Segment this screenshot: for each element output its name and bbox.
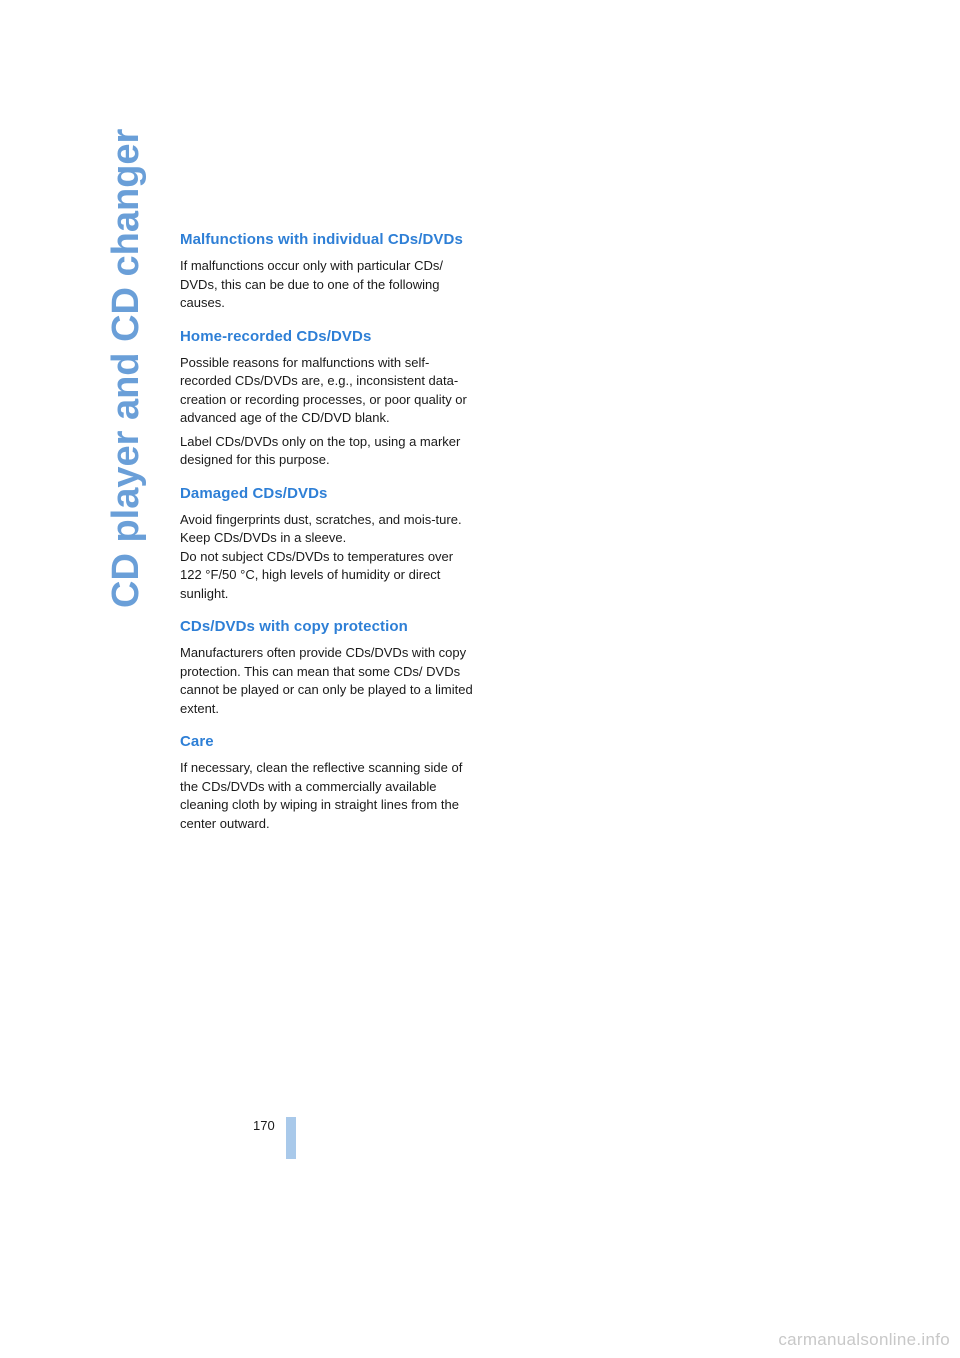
paragraph: Avoid fingerprints dust, scratches, and mois-ture. bbox=[180, 511, 462, 527]
chapter-side-title: CD player and CD changer bbox=[105, 128, 147, 608]
paragraph: Possible reasons for malfunctions with self-recorded CDs/DVDs are, e.g., inconsistent data-creation or recording processes, or poor quality or advanced age of the CD/DVD blank. bbox=[180, 354, 467, 425]
paragraph: If malfunctions occur only with particular CDs/ DVDs, this can be due to one of the following causes. bbox=[180, 258, 443, 310]
paragraph: Keep CDs/DVDs in a sleeve. bbox=[180, 530, 347, 545]
section-heading: Damaged CDs/DVDs bbox=[180, 484, 328, 502]
section-copy-protection bbox=[180, 617, 476, 718]
section-damaged bbox=[180, 484, 476, 604]
section-heading: Care bbox=[180, 733, 214, 750]
section-heading: CDs/DVDs with copy protection bbox=[180, 618, 408, 635]
section-heading: Home-recorded CDs/DVDs bbox=[180, 327, 372, 345]
section-malfunctions bbox=[180, 230, 476, 313]
page-number: 170 bbox=[253, 1118, 275, 1133]
watermark: carmanualsonline.info bbox=[778, 1330, 950, 1349]
paragraph: Label CDs/DVDs only on the top, using a marker designed for this purpose. bbox=[180, 433, 461, 467]
section-home-recorded bbox=[180, 327, 476, 470]
section-care bbox=[180, 732, 476, 833]
paragraph: Do not subject CDs/DVDs to temperatures over 122 °F/50 °C, high levels of humidity or direct sunlight. bbox=[180, 548, 454, 601]
section-heading: Malfunctions with individual CDs/DVDs bbox=[180, 231, 463, 248]
page-marker-bar bbox=[286, 1117, 296, 1159]
paragraph: Manufacturers often provide CDs/DVDs with copy protection. This can mean that some CDs/ DVDs cannot be played or can only be played to a limited extent. bbox=[180, 645, 473, 716]
main-content bbox=[180, 230, 476, 838]
paragraph: If necessary, clean the reflective scanning side of the CDs/DVDs with a commercially available cleaning cloth by wiping in straight lines from the center outward. bbox=[180, 760, 463, 831]
